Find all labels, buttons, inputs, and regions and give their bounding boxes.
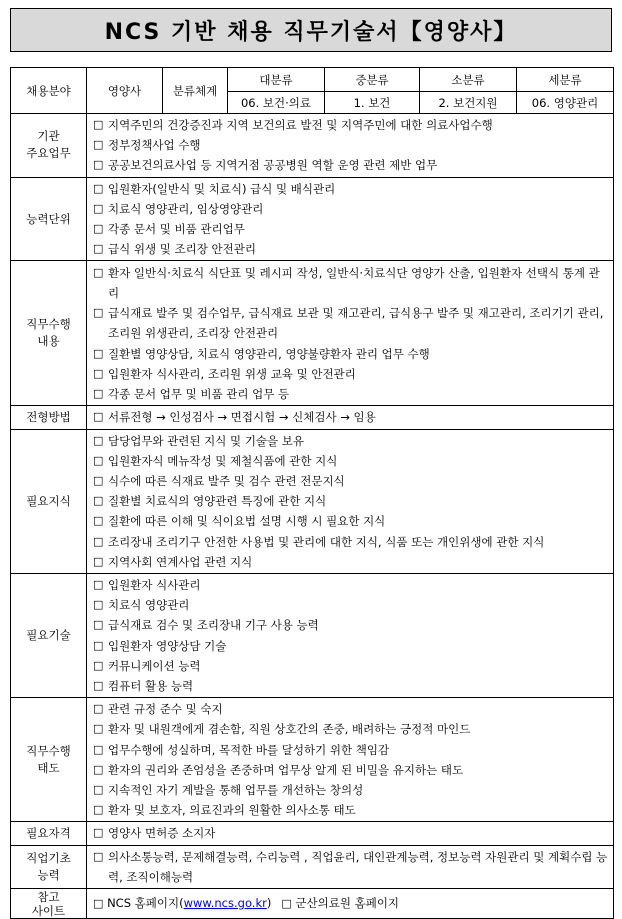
checkbox-icon: □: [93, 618, 104, 632]
competency-units-label: 능력단위: [11, 177, 87, 261]
list-item: [93, 800, 609, 820]
selection-process-row: [11, 406, 614, 429]
job-description-table: [10, 67, 614, 919]
work-attitude-content: [87, 698, 614, 822]
item-text: 환자 및 내원객에게 겸손함, 직원 상호간의 존중, 배려하는 긍정적 마인드: [108, 722, 471, 737]
item-text: 환자의 권리와 존엄성을 존중하며 업무상 알게 된 비밀을 유지하는 태도: [108, 762, 464, 777]
checkbox-icon: □: [93, 638, 104, 652]
item-text: 입원환자 영양상담 기술: [108, 638, 227, 653]
list-item: [93, 511, 609, 531]
required-qualification-label: 필요자격: [11, 822, 87, 845]
value-major: 06. 보건·의료: [228, 92, 325, 114]
item-text: 급식재료 검수 및 조리장내 기구 사용 능력: [108, 618, 319, 633]
item-text: 각종 문서 업무 및 비품 관리 업무 등: [108, 386, 290, 401]
list-item: [93, 451, 609, 471]
item-text: 영양사 면허증 소지자: [108, 826, 216, 841]
basic-job-competency-label: 직업기초 능력: [11, 845, 87, 888]
item-text: 급식재료 발주 및 검수업무, 급식재료 보관 및 재고관리, 급식용구 발주 및 재고관리, 조리기기 관리, 조리원 위생관리, 조리장 안전관리: [108, 306, 604, 341]
item-text: 치료식 영양관리: [108, 598, 190, 613]
job-tasks-content: [87, 261, 614, 406]
item-text: 지역사회 연계사업 관련 지식: [108, 554, 253, 569]
item-text: 조리장내 조리기구 안전한 사용법 및 관리에 대한 지식, 식품 또는 개인위생에 관한 지식: [108, 534, 545, 549]
classification-label: 분류체계: [163, 68, 228, 114]
checkbox-icon: □: [93, 514, 104, 528]
item-text: 각종 문서 및 비품 관리업무: [108, 222, 245, 237]
job-tasks-row: [11, 261, 614, 406]
item-text: 담당업무와 관련된 지식 및 기술을 보유: [108, 433, 305, 448]
checkbox-icon: □: [93, 762, 104, 776]
item-text: 식수에 따른 식재료 발주 및 검수 관련 전문지식: [108, 474, 345, 489]
checkbox-icon: □: [93, 554, 104, 568]
item-text: 질환에 따른 이해 및 식이요법 설명 시행 시 필요한 지식: [108, 514, 386, 529]
checkbox-icon: □: [93, 679, 104, 693]
checkbox-icon: □: [93, 722, 104, 736]
checkbox-icon: □: [93, 158, 104, 172]
hospital-site-text: 군산의료원 홈페이지: [295, 895, 400, 910]
ncs-suffix: ): [266, 895, 272, 910]
list-item: [93, 780, 609, 800]
required-knowledge-label: 필요지식: [11, 429, 87, 573]
checkbox-icon: □: [93, 181, 104, 195]
list-item: [93, 575, 609, 595]
list-item: [93, 676, 609, 696]
ncs-link[interactable]: www.ncs.go.kr: [183, 895, 267, 910]
reference-row: [11, 889, 614, 919]
checkbox-icon: □: [93, 201, 104, 215]
list-item: [93, 823, 609, 843]
item-text: 질환별 영양상담, 치료식 영양관리, 영양불량환자 관리 업무 수행: [108, 346, 430, 361]
list-item: [93, 656, 609, 676]
column-major: 대분류: [228, 68, 325, 92]
value-minor: 2. 보건지원: [420, 92, 517, 114]
required-skills-label: 필요기술: [11, 574, 87, 698]
checkbox-icon: □: [93, 410, 104, 424]
list-item: [93, 471, 609, 491]
list-item: [93, 239, 609, 259]
checkbox-icon: □: [93, 306, 104, 320]
required-skills-row: [11, 574, 614, 698]
checkbox-icon: □: [93, 222, 104, 236]
checkbox-icon: □: [93, 366, 104, 380]
checkbox-icon: □: [93, 386, 104, 400]
list-item: [93, 740, 609, 760]
column-detail: 세분류: [517, 68, 614, 92]
item-text: 입원환자(일반식 및 치료식) 급식 및 배식관리: [108, 181, 336, 196]
basic-job-competency-row: [11, 845, 614, 888]
list-item: [93, 263, 609, 303]
item-text: 치료식 영양관리, 임상영양관리: [108, 201, 264, 216]
item-text: 급식 위생 및 조리장 안전관리: [108, 242, 256, 257]
work-attitude-label: 직무수행 태도: [11, 698, 87, 822]
column-middle: 중분류: [325, 68, 420, 92]
competency-units-content: [87, 177, 614, 261]
list-item: [93, 847, 609, 887]
list-item: [93, 491, 609, 511]
checkbox-icon: □: [93, 826, 104, 840]
header-row-top: [11, 68, 614, 92]
organization-duties-label: 기관 주요업무: [11, 114, 87, 178]
item-text: 공공보건의료사업 등 지역거점 공공병원 역할 운영 관련 제반 업무: [108, 158, 438, 173]
list-item: [93, 364, 609, 384]
checkbox-icon: □: [93, 849, 104, 863]
checkbox-icon: □: [93, 474, 104, 488]
checkbox-icon: □: [93, 803, 104, 817]
job-tasks-label: 직무수행 내용: [11, 261, 87, 406]
required-knowledge-row: [11, 429, 614, 573]
column-minor: 소분류: [420, 68, 517, 92]
list-item: [93, 407, 609, 427]
required-qualification-content: [87, 822, 614, 845]
list-item: [93, 615, 609, 635]
reference-content: [87, 889, 614, 919]
list-item: [93, 595, 609, 615]
required-qualification-row: [11, 822, 614, 845]
work-attitude-row: [11, 698, 614, 822]
checkbox-icon: □: [93, 494, 104, 508]
document-title: NCS 기반 채용 직무기술서【영양사】: [10, 8, 612, 52]
list-item: [93, 155, 609, 175]
item-text: 질환별 치료식의 영양관련 특징에 관한 지식: [108, 494, 327, 509]
item-text: 의사소통능력, 문제해결능력, 수리능력 , 직업윤리, 대인관계능력, 정보능력 자원관리 및 계획수립 능력, 조직이해능력: [108, 849, 608, 884]
checkbox-icon: □: [93, 578, 104, 592]
checkbox-icon: □: [93, 265, 104, 279]
field-label: 채용분야: [11, 68, 87, 114]
basic-job-competency-content: [87, 845, 614, 888]
item-text: 서류전형 → 인성검사 → 면접시험 → 신체검사 → 임용: [108, 410, 376, 425]
field-value: 영양사: [87, 68, 163, 114]
reference-site-ncs: [93, 893, 271, 914]
checkbox-icon: □: [93, 242, 104, 256]
item-text: 입원환자 식사관리: [108, 578, 201, 593]
list-item: [93, 699, 609, 719]
value-middle: 1. 보건: [325, 92, 420, 114]
list-item: [93, 760, 609, 780]
selection-process-content: [87, 406, 614, 429]
item-text: 입원환자식 메뉴작성 및 제철식품에 관한 지식: [108, 453, 338, 468]
list-item: [93, 115, 609, 135]
selection-process-label: 전형방법: [11, 406, 87, 429]
checkbox-icon: □: [93, 783, 104, 797]
list-item: [93, 135, 609, 155]
item-text: 환자 및 보호자, 의료진과의 원활한 의사소통 태도: [108, 803, 356, 818]
list-item: [93, 179, 609, 199]
item-text: 환자 일반식·치료식 식단표 및 레시피 작성, 일반식·치료식단 영양가 산출, 입원환자 선택식 통계 관리: [108, 265, 600, 300]
reference-site-hospital: [281, 893, 399, 914]
item-text: 커뮤니케이션 능력: [108, 658, 201, 673]
list-item: [93, 431, 609, 451]
list-item: [93, 219, 609, 239]
item-text: 정부정책사업 수행: [108, 138, 201, 153]
checkbox-icon: □: [93, 534, 104, 548]
checkbox-icon: □: [93, 598, 104, 612]
checkbox-icon: □: [93, 346, 104, 360]
item-text: 입원환자 식사관리, 조리원 위생 교육 및 안전관리: [108, 366, 356, 381]
list-item: [93, 552, 609, 572]
reference-label: 참고 사이트: [11, 889, 87, 919]
checkbox-icon: □: [93, 453, 104, 467]
list-item: [93, 384, 609, 404]
checkbox-icon: □: [93, 138, 104, 152]
competency-units-row: [11, 177, 614, 261]
item-text: 지역주민의 건강증진과 지역 보건의료 발전 및 지역주민에 대한 의료사업수행: [108, 118, 493, 132]
list-item: [93, 199, 609, 219]
value-detail: 06. 영양관리: [517, 92, 614, 114]
checkbox-icon: □: [93, 742, 104, 756]
organization-duties-row: [11, 114, 614, 178]
checkbox-icon: □: [93, 658, 104, 672]
list-item: [93, 303, 609, 343]
checkbox-icon: □: [93, 118, 104, 131]
checkbox-icon: □: [93, 433, 104, 447]
checkbox-icon: □: [281, 896, 292, 910]
list-item: [93, 532, 609, 552]
checkbox-icon: □: [93, 702, 104, 716]
required-knowledge-content: [87, 429, 614, 573]
item-text: 컴퓨터 활용 능력: [108, 679, 194, 694]
checkbox-icon: □: [93, 896, 104, 910]
item-text: 관련 규정 준수 및 숙지: [108, 702, 223, 717]
list-item: [93, 344, 609, 364]
required-skills-content: [87, 574, 614, 698]
organization-duties-content: [87, 114, 614, 178]
list-item: [93, 719, 609, 739]
list-item: [93, 636, 609, 656]
item-text: 업무수행에 성실하며, 목적한 바를 달성하기 위한 책임감: [108, 742, 390, 757]
ncs-prefix: NCS 홈페이지(: [107, 895, 184, 910]
item-text: 지속적인 자기 계발을 통해 업무를 개선하는 창의성: [108, 783, 364, 798]
